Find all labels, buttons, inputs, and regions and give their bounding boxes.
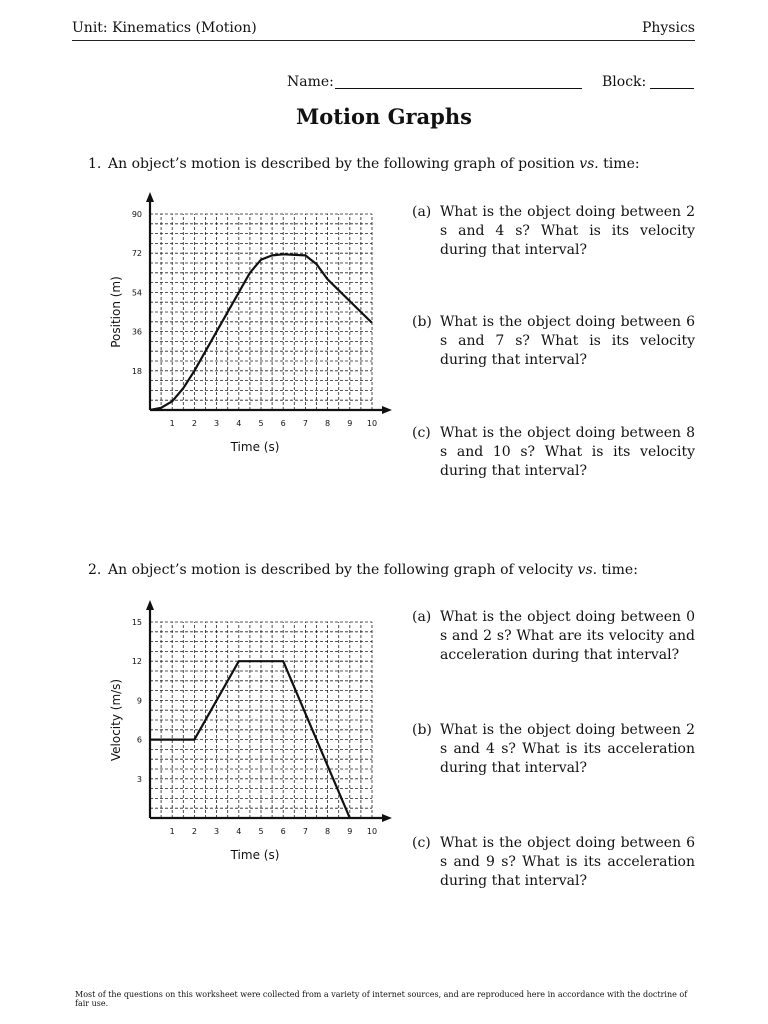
prompt-text-end: time: (598, 156, 640, 172)
question-number: 2. (88, 562, 102, 578)
y-tick-label: 12 (131, 657, 142, 667)
x-tick-label: 4 (236, 827, 242, 836)
velocity-time-graph (100, 596, 400, 871)
question-2-prompt (88, 562, 638, 578)
question-1c (412, 424, 695, 481)
x-axis-arrow (382, 814, 392, 822)
x-tick-label: 7 (302, 419, 308, 428)
subquestion-text: What is the object doing between 0 s and 2 s? What are its velocity and acceleration during that interval? (440, 609, 695, 663)
x-tick-label: 3 (214, 827, 220, 836)
y-tick-label: 15 (131, 618, 142, 627)
y-tick-label: 6 (136, 735, 142, 745)
x-tick-label: 4 (236, 419, 242, 428)
x-tick-label: 2 (191, 419, 197, 428)
subquestion-label: (a) (412, 609, 432, 625)
question-2b (412, 721, 695, 778)
subquestion-text: What is the object doing between 6 s and 7 s? What is its velocity during that interval? (440, 314, 695, 368)
y-tick-label: 18 (131, 366, 142, 376)
x-tick-label: 6 (280, 419, 286, 428)
question-1-prompt (88, 156, 640, 172)
x-tick-label: 5 (258, 827, 264, 836)
x-tick-label: 10 (366, 419, 378, 428)
x-axis-arrow (382, 406, 392, 414)
subquestion-label: (c) (412, 425, 431, 441)
subquestion-label: (a) (412, 204, 432, 220)
x-tick-label: 9 (347, 827, 353, 836)
x-tick-label: 9 (347, 419, 353, 428)
question-2c (412, 834, 695, 891)
subquestion-text: What is the object doing between 2 s and 4 s? What is its velocity during that interval? (440, 204, 695, 258)
block-blank-line (650, 88, 694, 89)
subject-label: Physics (641, 20, 695, 36)
x-tick-label: 7 (302, 827, 308, 836)
x-tick-label: 8 (325, 827, 331, 836)
x-tick-label: 6 (280, 827, 286, 836)
y-tick-label: 72 (131, 249, 142, 259)
subquestion-text: What is the object doing between 2 s and 4 s? What is its acceleration during that interval? (440, 722, 695, 776)
unit-label: Unit: Kinematics (Motion) (72, 20, 257, 36)
question-2a (412, 608, 695, 665)
x-tick-label: 1 (169, 827, 175, 836)
x-tick-label: 5 (258, 419, 264, 428)
y-tick-label: 90 (131, 210, 142, 219)
footer-note: Most of the questions on this worksheet were collected from a variety of internet sources, and are reproduced here in accordance with the doctrine of fair use. (75, 990, 688, 1008)
y-axis-arrow (146, 192, 154, 202)
x-tick-label: 10 (366, 827, 378, 836)
question-1b (412, 313, 695, 370)
question-number: 1. (88, 156, 102, 172)
prompt-text: An object’s motion is described by the following graph of velocity (108, 562, 578, 578)
series-line (150, 661, 350, 818)
prompt-text-end: time: (597, 562, 638, 578)
y-tick-label: 9 (136, 696, 142, 706)
prompt-text: An object’s motion is described by the following graph of position (108, 156, 580, 172)
page-header (72, 18, 695, 41)
subquestion-text: What is the object doing between 6 s and 9 s? What is its acceleration during that interval? (440, 835, 695, 889)
y-axis-label: Velocity (m/s) (109, 678, 123, 762)
x-axis-label: Time (s) (230, 440, 280, 454)
prompt-vs: vs. (579, 156, 599, 172)
x-tick-label: 8 (325, 419, 331, 428)
page-title: Motion Graphs (296, 104, 472, 129)
x-tick-label: 3 (214, 419, 220, 428)
y-axis-arrow (146, 600, 154, 610)
prompt-vs: vs. (577, 562, 598, 578)
name-blank-line (335, 88, 582, 89)
x-tick-label: 1 (169, 419, 175, 428)
question-1a (412, 203, 695, 260)
subquestion-label: (c) (412, 835, 431, 851)
y-tick-label: 36 (131, 327, 142, 337)
y-axis-label: Position (m) (109, 276, 123, 348)
block-label: Block: (602, 74, 647, 90)
subquestion-text: What is the object doing between 8 s and 10 s? What is its velocity during that interval? (440, 425, 695, 479)
x-tick-label: 2 (191, 827, 197, 836)
subquestion-label: (b) (412, 722, 432, 738)
subquestion-label: (b) (412, 314, 432, 330)
x-axis-label: Time (s) (230, 848, 280, 862)
position-time-graph (100, 188, 400, 463)
y-tick-label: 3 (136, 774, 142, 784)
name-label: Name: (287, 74, 334, 90)
y-tick-label: 54 (131, 288, 142, 298)
